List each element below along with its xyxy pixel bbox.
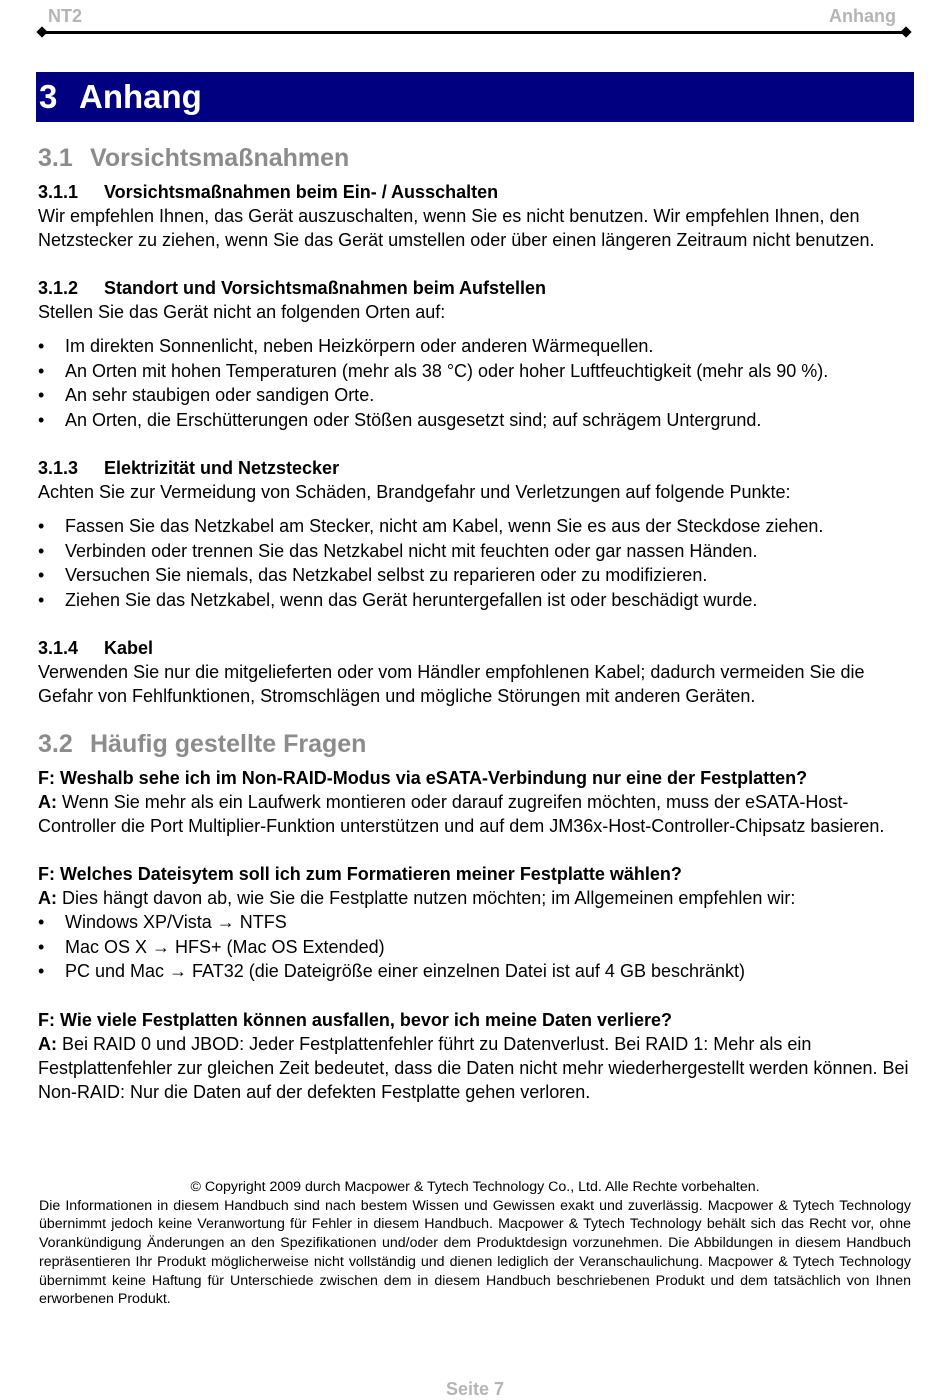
running-header-left: NT2 [48, 6, 83, 26]
subsection-number: 3.1.3 [38, 458, 79, 478]
header-rule [42, 31, 906, 34]
subsection-title: Kabel [104, 638, 154, 658]
section-3-2-heading [38, 728, 918, 760]
paragraph: Wir empfehlen Ihnen, das Gerät auszuschalten, wenn Sie es nicht benutzen. Wir empfehlen Ihnen, den Netzstecker zu ziehen, wenn Sie das Gerät umstellen oder über einen längeren Zeitraum nicht benutzen. [38, 206, 875, 250]
list-item: • Windows XP/Vista → NTFS [38, 912, 287, 932]
list-item: • Versuchen Sie niemals, das Netzkabel selbst zu reparieren oder zu modifizieren. [38, 565, 708, 585]
chapter-title: Anhang [79, 78, 202, 115]
rule-diamond-left [36, 26, 47, 37]
chapter-number: 3 [39, 78, 58, 115]
section-title: Häufig gestellte Fragen [90, 730, 367, 758]
subsection-3-1-2-heading [38, 276, 918, 300]
copyright-notice: © Copyright 2009 durch Macpower & Tytech Technology Co., Ltd. Alle Rechte vorbehalten. [190, 1179, 760, 1195]
list-item: • An Orten mit hohen Temperaturen (mehr als 38 °C) oder hoher Luftfeuchtigkeit (mehr als 90 %). [38, 360, 829, 381]
list-item: • Mac OS X → HFS+ (Mac OS Extended) [38, 936, 385, 957]
subsection-title: Vorsichtsmaßnahmen beim Ein- / Ausschalten [104, 182, 499, 202]
list-item: • An sehr staubigen oder sandigen Orte. [38, 385, 375, 405]
list-item: • Fassen Sie das Netzkabel am Stecker, nicht am Kabel, wenn Sie es aus der Steckdose ziehen. [38, 516, 824, 536]
faq-answer: A: Wenn Sie mehr als ein Laufwerk montieren oder darauf zugreifen möchten, muss der eSATA-Host-Controller die Port Multiplier-Funktion unterstützen und auf dem JM36x-Host-Controller-Chipsatz basieren. [38, 792, 885, 836]
section-number: 3.2 [38, 730, 73, 758]
subsection-title: Elektrizität und Netzstecker [104, 458, 340, 478]
paragraph: Achten Sie zur Vermeidung von Schäden, Brandgefahr und Verletzungen auf folgende Punkte: [38, 482, 791, 502]
page-number: Seite 7 [445, 1379, 505, 1399]
list-item: • An Orten, die Erschütterungen oder Stößen ausgesetzt sind; auf schrägem Untergrund. [38, 409, 762, 430]
section-title: Vorsichtsmaßnahmen [90, 144, 350, 172]
list-item: • Im direkten Sonnenlicht, neben Heizkörpern oder anderen Wärmequellen. [38, 336, 654, 356]
faq-question: F: Weshalb sehe ich im Non-RAID-Modus via eSATA-Verbindung nur eine der Festplatten? [38, 768, 808, 788]
faq-answer: A: Bei RAID 0 und JBOD: Jeder Festplattenfehler führt zu Datenverlust. Bei RAID 1: Mehr als ein Festplattenfehler zur gleichen Zeit bedeutet, dass die Daten nicht mehr wiederhergestellt werden können. Bei Non-RAID: Nur die Daten auf der defekten Festplatte gehen verloren. [38, 1033, 909, 1102]
subsection-3-1-1-heading [38, 180, 918, 204]
page-content [38, 142, 918, 1104]
subsection-title: Standort und Vorsichtsmaßnahmen beim Aufstellen [104, 278, 547, 298]
subsection-number: 3.1.1 [38, 182, 79, 202]
faq-question: F: Wie viele Festplatten können ausfallen, bevor ich meine Daten verliere? [38, 1009, 673, 1030]
rule-diamond-right [900, 26, 911, 37]
subsection-number: 3.1.2 [38, 278, 79, 298]
subsection-number: 3.1.4 [38, 638, 79, 658]
list-item: • PC und Mac → FAT32 (die Dateigröße einer einzelnen Datei ist auf 4 GB beschränkt) [38, 961, 745, 981]
section-number: 3.1 [38, 144, 73, 172]
page-footer [39, 1178, 911, 1309]
disclaimer: Die Informationen in diesem Handbuch sind nach bestem Wissen und Gewissen exakt und zuverlässig. Macpower & Tytech Technology übernimmt jedoch keine Veranwortung für Fehler in diesem Handbuch. Macpower & Tytech Technology behält sich das Recht vor, ohne Vorankündigung Änderungen an den Spezifikationen und/oder dem Produktdesign vorzunehmen. Die Abbildungen in diesem Handbuch repräsentieren Ihr Produkt möglicherweise nicht vollständig und dienen lediglich der Veranschaulichung. Macpower & Tytech Technology übernimmt keine Haftung für Unterschiede zwischen dem in diesem Handbuch beschriebenen Produkt und dem tatsächlich von Ihnen erworbenen Produkt. [39, 1197, 911, 1308]
bullet-list [38, 334, 918, 432]
running-header-right: Anhang [829, 6, 896, 26]
chapter-title-bar [36, 72, 914, 122]
subsection-3-1-3-heading [38, 456, 918, 480]
list-item: • Ziehen Sie das Netzkabel, wenn das Gerät heruntergefallen ist oder beschädigt wurde. [38, 589, 758, 610]
bullet-list [38, 514, 918, 612]
paragraph: Verwenden Sie nur die mitgelieferten oder vom Händler empfohlenen Kabel; dadurch vermeiden Sie die Gefahr von Fehlfunktionen, Stromschlägen und mögliche Störungen mit anderen Geräten. [38, 662, 865, 706]
subsection-3-1-4-heading [38, 636, 918, 660]
bullet-list [38, 910, 918, 984]
paragraph: Stellen Sie das Gerät nicht an folgenden Orten auf: [38, 302, 446, 322]
list-item: • Verbinden oder trennen Sie das Netzkabel nicht mit feuchten oder gar nassen Händen. [38, 540, 758, 561]
section-3-1-heading [38, 142, 918, 174]
faq-question: F: Welches Dateisytem soll ich zum Formatieren meiner Festplatte wählen? [38, 864, 682, 884]
faq-answer: A: Dies hängt davon ab, wie Sie die Festplatte nutzen möchten; im Allgemeinen empfehlen wir: [38, 888, 796, 908]
